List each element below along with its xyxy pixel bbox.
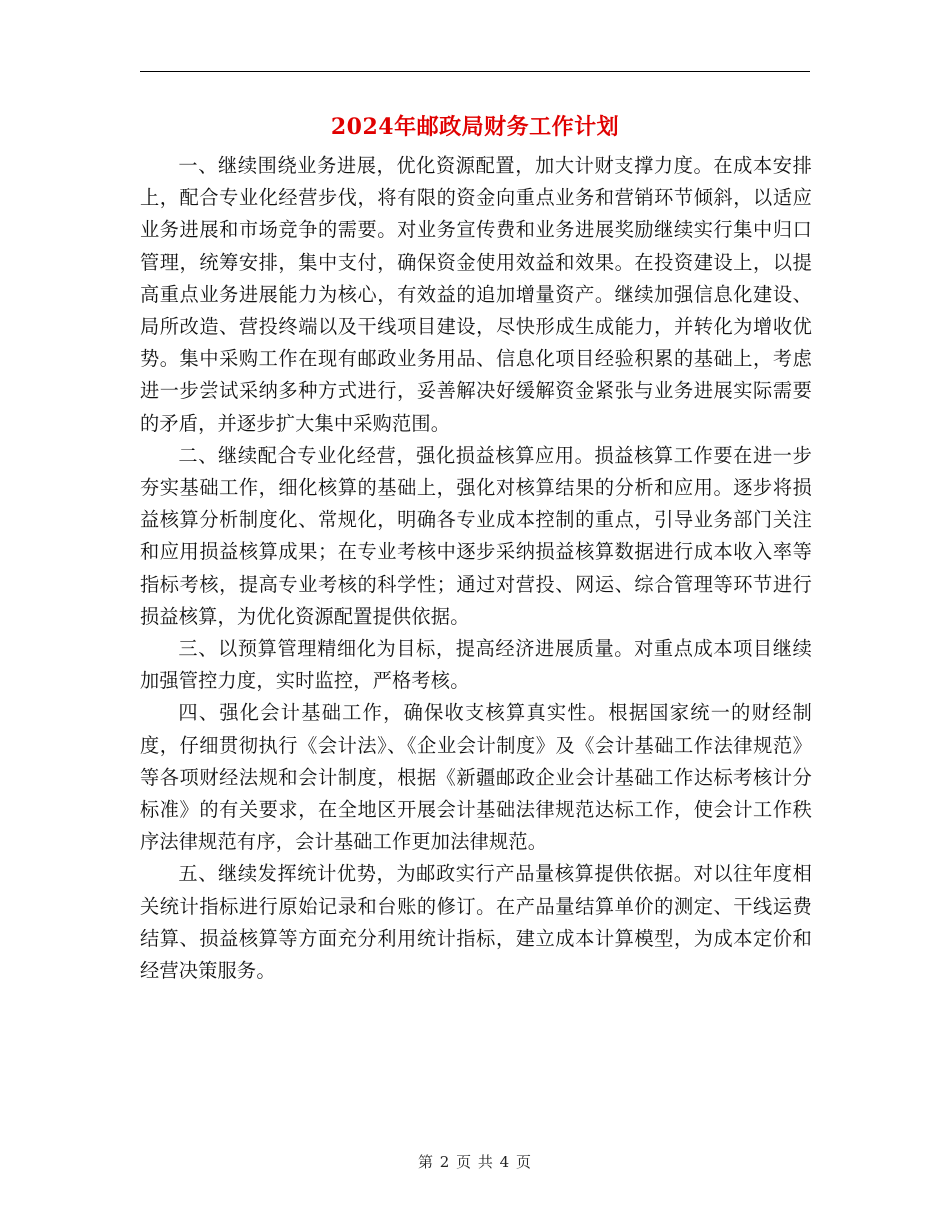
document-title: 2024年邮政局财务工作计划 bbox=[330, 114, 620, 140]
page-number-footer: 第 2 页 共 4 页 bbox=[418, 1153, 532, 1171]
paragraph-2: 二、继续配合专业化经营，强化损益核算应用。损益核算工作要在进一步夯实基础工作，细化核算的基础上，强化对核算结果的分析和应用。逐步将损益核算分析制度化、常规化，明确各专业成本控制的重点，引导业务部门关注和应用损益核算成果；在专业考核中逐步采纳损益核算数据进行成本收入率等指标考核，提高专业考核的科学性；通过对营投、网运、综合管理等环节进行损益核算，为优化资源配置提供依据。 bbox=[140, 443, 812, 628]
header-rule bbox=[140, 71, 810, 72]
paragraph-5: 五、继续发挥统计优势，为邮政实行产品量核算提供依据。对以往年度相关统计指标进行原始记录和台账的修订。在产品量结算单价的测定、干线运费结算、损益核算等方面充分利用统计指标，建立成本计算模型，为成本定价和经营决策服务。 bbox=[140, 862, 812, 983]
paragraph-3: 三、以预算管理精细化为目标，提高经济进展质量。对重点成本项目继续加强管控力度，实时监控，严格考核。 bbox=[140, 637, 812, 693]
paragraph-4: 四、强化会计基础工作，确保收支核算真实性。根据国家统一的财经制度，仔细贯彻执行《会计法》、《企业会计制度》及《会计基础工作法律规范》等各项财经法规和会计制度，根据《新疆邮政企业会计基础工作达标考核计分标准》的有关要求，在全地区开展会计基础法律规范达标工作，使会计工作秩序法律规范有序，会计基础工作更加法律规范。 bbox=[140, 701, 812, 854]
document-body bbox=[140, 150, 812, 987]
paragraph-1: 一、继续围绕业务进展，优化资源配置，加大计财支撑力度。在成本安排上，配合专业化经营步伐，将有限的资金向重点业务和营销环节倾斜，以适应业务进展和市场竞争的需要。对业务宣传费和业务进展奖励继续实行集中归口管理，统筹安排，集中支付，确保资金使用效益和效果。在投资建设上，以提高重点业务进展能力为核心，有效益的追加增量资产。继续加强信息化建设、局所改造、营投终端以及干线项目建设，尽快形成生成能力，并转化为增收优势。集中采购工作在现有邮政业务用品、信息化项目经验积累的基础上，考虑进一步尝试采纳多种方式进行，妥善解决好缓解资金紧张与业务进展实际需要的矛盾，并逐步扩大集中采购范围。 bbox=[140, 154, 812, 435]
